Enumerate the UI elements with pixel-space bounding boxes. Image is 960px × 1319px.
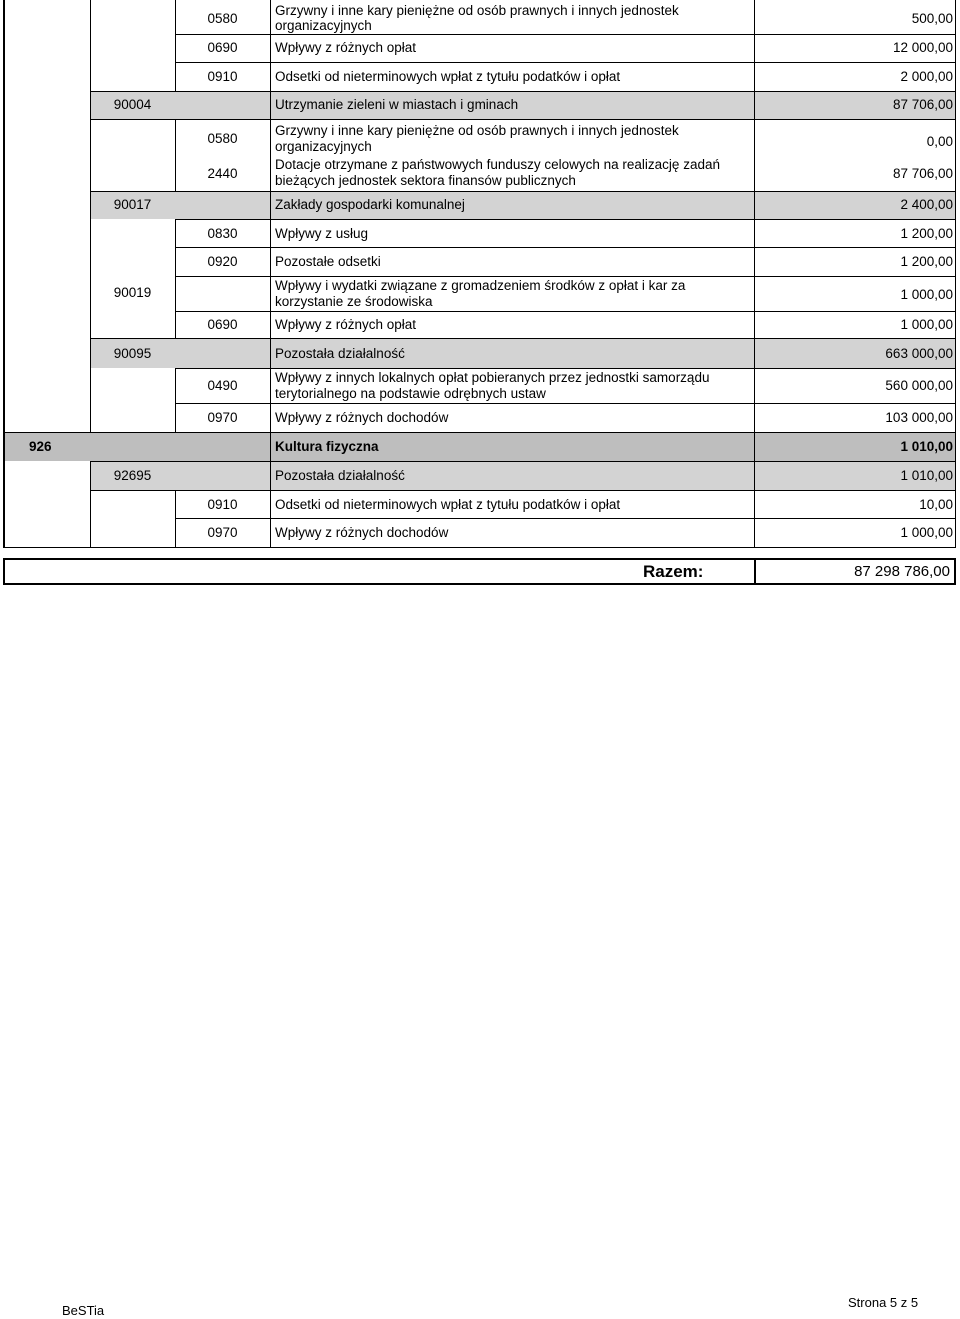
- footer-brand: BeSTia: [62, 1303, 105, 1318]
- row-amount: 10,00: [919, 497, 953, 512]
- total-label: Razem:: [643, 562, 704, 581]
- row-description: Wpływy z różnych opłat: [275, 40, 417, 55]
- section-amount: 663 000,00: [885, 346, 953, 361]
- paragraph-number: 0830: [207, 226, 238, 241]
- row-amount: 1 200,00: [900, 226, 953, 241]
- row-description: organizacyjnych: [275, 139, 372, 154]
- row-amount: 12 000,00: [892, 40, 953, 55]
- section-code: 90019: [113, 285, 152, 300]
- paragraph-number: 0580: [207, 11, 238, 26]
- row-amount: 1 200,00: [900, 254, 953, 269]
- row-description: Dotacje otrzymane z państwowych funduszy celowych na realizację zadań: [275, 157, 720, 172]
- section-description: Pozostała działalność: [275, 346, 405, 361]
- paragraph-number: 0910: [207, 497, 238, 512]
- paragraph-number: 0490: [207, 378, 238, 393]
- row-description: bieżących jednostek sektora finansów publicznych: [275, 173, 576, 188]
- section-code: 92695: [113, 468, 152, 483]
- section-description: Zakłady gospodarki komunalnej: [275, 197, 465, 212]
- row-description: Wpływy z różnych dochodów: [275, 410, 449, 425]
- section-amount: 1 010,00: [900, 468, 953, 483]
- total-divider: [754, 560, 756, 585]
- row-amount: 560 000,00: [885, 378, 953, 393]
- section-description: Wpływy i wydatki związane z gromadzeniem środków z opłat i kar za: [275, 278, 686, 293]
- row-description: Odsetki od nieterminowych wpłat z tytułu podatków i opłat: [275, 497, 621, 512]
- section-code: 90095: [113, 346, 152, 361]
- row-description: terytorialnego na podstawie odrębnych ustaw: [275, 386, 546, 401]
- paragraph-number: 0970: [207, 525, 238, 540]
- row-amount: 2 000,00: [900, 69, 953, 84]
- row-description: Grzywny i inne kary pieniężne od osób prawnych i innych jednostek: [275, 123, 679, 138]
- row-amount: 1 000,00: [900, 525, 953, 540]
- paragraph-number: 0920: [207, 254, 238, 269]
- section-amount: 1 000,00: [900, 287, 953, 302]
- section-amount: 87 706,00: [892, 97, 953, 112]
- row-amount: 103 000,00: [885, 410, 953, 425]
- row-amount: 500,00: [911, 11, 953, 26]
- row-description: Wpływy z różnych opłat: [275, 317, 417, 332]
- paragraph-number: 0580: [207, 131, 238, 146]
- row-description: Wpływy z usług: [275, 226, 369, 241]
- total-amount: 87 298 786,00: [854, 563, 950, 580]
- section-amount: 2 400,00: [900, 197, 953, 212]
- row-description: Wpływy z innych lokalnych opłat pobieranych przez jednostki samorządu: [275, 370, 710, 385]
- chapter-description: Kultura fizyczna: [275, 439, 379, 454]
- chapter-code: 926: [29, 439, 52, 454]
- row-description: Pozostałe odsetki: [275, 254, 381, 269]
- row-description: Odsetki od nieterminowych wpłat z tytułu podatków i opłat: [275, 69, 621, 84]
- chapter-amount: 1 010,00: [900, 439, 953, 454]
- row-description: Wpływy z różnych dochodów: [275, 525, 449, 540]
- paragraph-number: 0690: [207, 40, 238, 55]
- paragraph-number: 0970: [207, 410, 238, 425]
- section-description: Utrzymanie zieleni w miastach i gminach: [275, 97, 519, 112]
- row-amount: 1 000,00: [900, 317, 953, 332]
- row-description: organizacyjnych: [275, 18, 372, 33]
- row-description: Grzywny i inne kary pieniężne od osób prawnych i innych jednostek: [275, 3, 679, 18]
- row-amount: 87 706,00: [892, 166, 953, 181]
- section-description: Pozostała działalność: [275, 468, 405, 483]
- paragraph-number: 0690: [207, 317, 238, 332]
- section-description: korzystanie ze środowiska: [275, 294, 433, 309]
- paragraph-number: 2440: [207, 166, 238, 181]
- page-number: Strona 5 z 5: [848, 1295, 919, 1310]
- paragraph-number: 0910: [207, 69, 238, 84]
- section-code: 90017: [113, 197, 152, 212]
- row-amount: 0,00: [926, 134, 953, 149]
- section-code: 90004: [113, 97, 152, 112]
